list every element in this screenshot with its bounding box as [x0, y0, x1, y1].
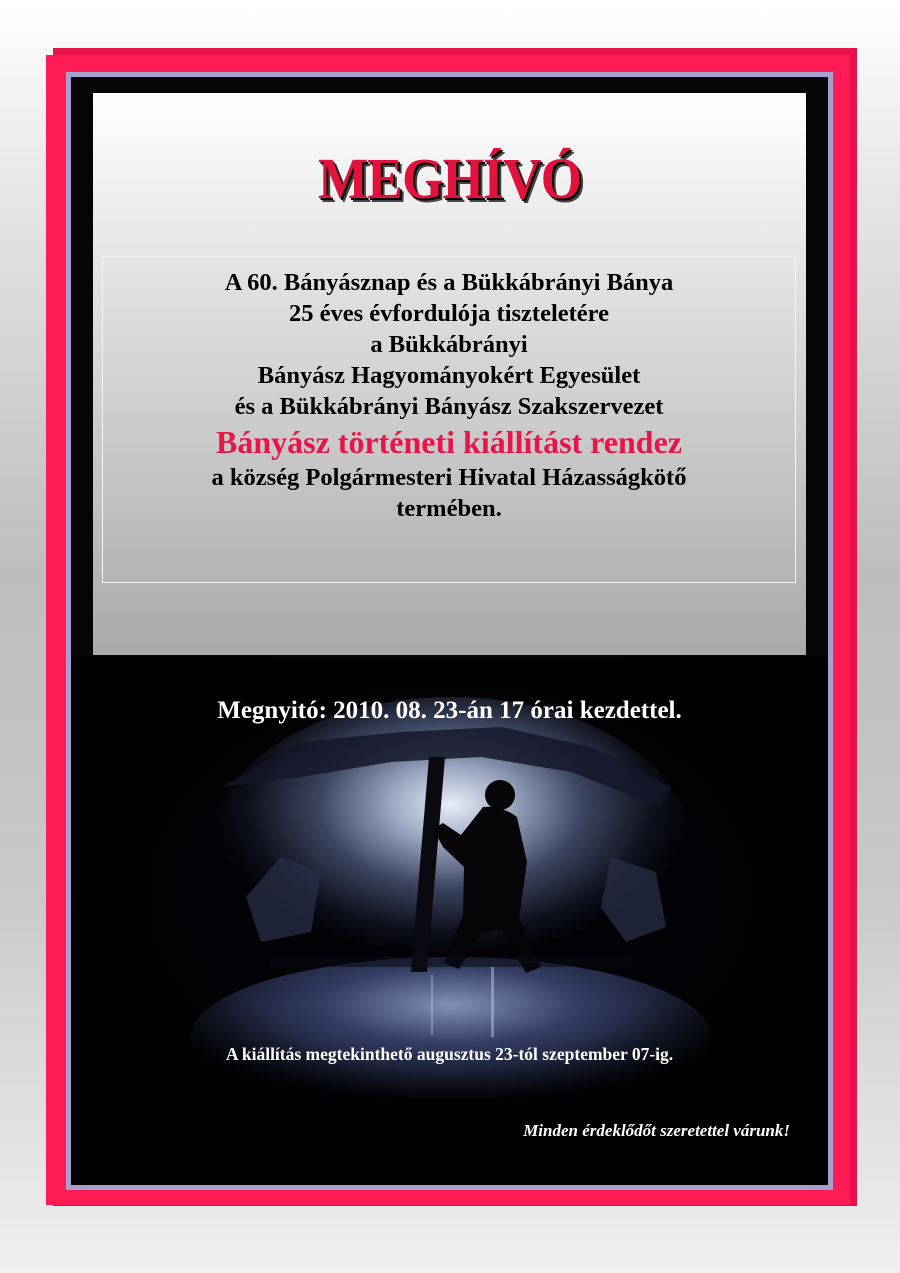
- exhibition-highlight: Bányász történeti kiállítást rendez: [215, 424, 682, 460]
- invitation-title: MEGHÍVÓ: [317, 146, 582, 211]
- invitation-line: A 60. Bányásznap és a Bükkábrányi Bánya: [224, 269, 674, 296]
- invitation-text-box: [102, 256, 796, 583]
- opening-date: Megnyitó: 2010. 08. 23-án 17 órai kezdettel.: [217, 697, 682, 724]
- exhibition-dates: A kiállítás megtekinthető augusztus 23-tól szeptember 07-ig.: [225, 1044, 674, 1064]
- invitation-line: Bányász Hagyományokért Egyesület: [257, 362, 641, 389]
- invitation-line: és a Bükkábrányi Bányász Szakszervezet: [234, 393, 664, 420]
- invitation-line: a Bükkábrányi: [370, 331, 528, 358]
- invitation-line: a község Polgármesteri Hivatal Házasságkötő: [211, 464, 687, 491]
- invitation-line: termében.: [396, 495, 502, 522]
- invitation-line: 25 éves évfordulója tiszteletére: [289, 300, 609, 327]
- welcome-message: Minden érdeklődőt szeretettel várunk!: [523, 1121, 790, 1140]
- mine-photo: [71, 657, 828, 1185]
- invitation-box: [93, 93, 806, 655]
- miner-in-tunnel-image: [71, 657, 828, 1185]
- poster-panel: [71, 77, 828, 1185]
